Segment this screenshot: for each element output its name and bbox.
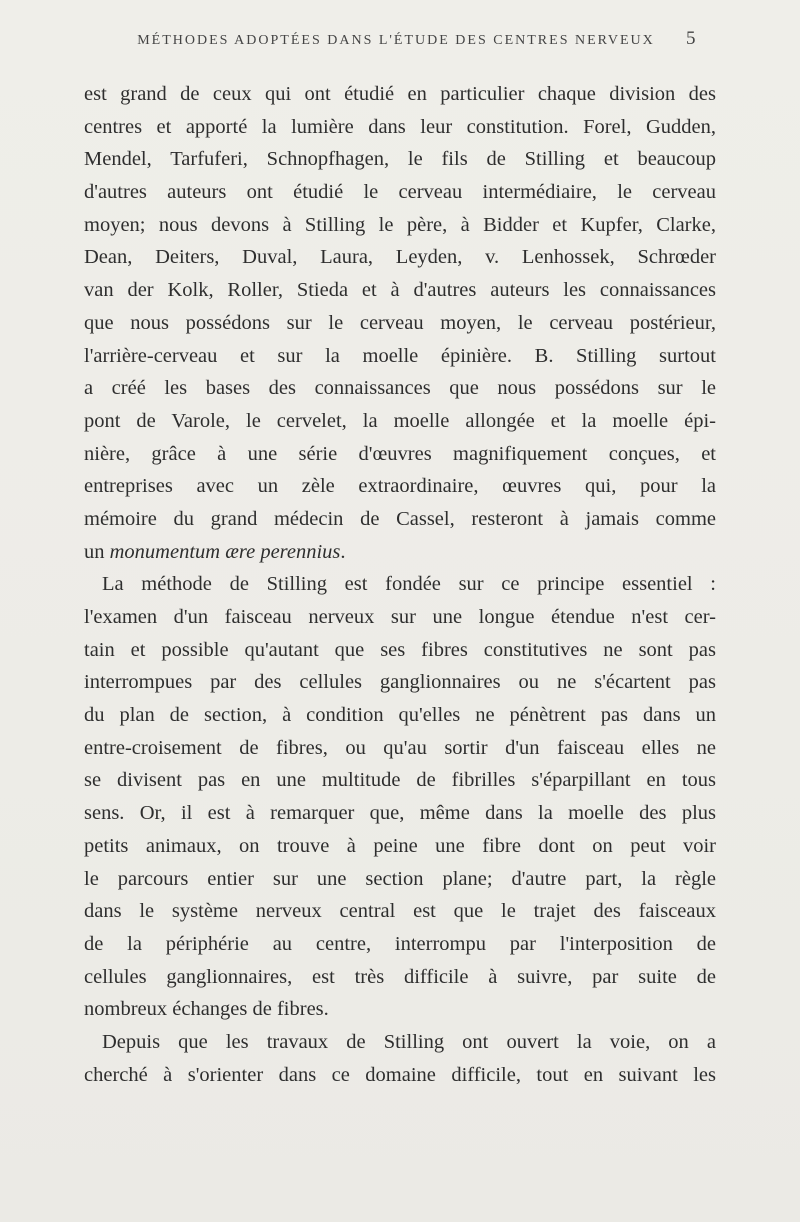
text-line: que nous possédons sur le cerveau moyen, le cerveau postérieur, <box>84 311 716 334</box>
text-line: tain et possible qu'autant que ses fibres constitutives ne sont pas <box>84 638 716 661</box>
text-line: petits animaux, on trouve à peine une fibre dont on peut voir <box>84 834 716 857</box>
text-line: Depuis que les travaux de Stilling ont ouvert la voie, on a <box>102 1030 716 1053</box>
text-line: mémoire du grand médecin de Cassel, resteront à jamais comme <box>84 507 716 530</box>
text-line: nière, grâce à une série d'œuvres magnifiquement conçues, et <box>84 442 716 465</box>
text-line: van der Kolk, Roller, Stieda et à d'autres auteurs les connaissances <box>84 279 716 302</box>
text-line: entre-croisement de fibres, ou qu'au sortir d'un faisceau elles ne <box>84 736 716 759</box>
text-line: dans le système nerveux central est que le trajet des faisceaux <box>84 900 716 923</box>
text-line: pont de Varole, le cervelet, la moelle allongée et la moelle épi- <box>84 409 716 432</box>
text-line: entreprises avec un zèle extraordinaire, œuvres qui, pour la <box>84 475 716 498</box>
text-segment: . <box>340 540 346 563</box>
body-text <box>84 78 716 1091</box>
text-line: cellules ganglionnaires, est très difficile à suivre, par suite de <box>84 965 716 988</box>
text-line: La méthode de Stilling est fondée sur ce principe essentiel : <box>102 573 716 596</box>
text-line: est grand de ceux qui ont étudié en particulier chaque division des <box>84 83 716 105</box>
text-line: nombreux échanges de fibres. <box>84 998 329 1021</box>
text-line: se divisent pas en une multitude de fibrilles s'éparpillant en tous <box>84 769 716 792</box>
text-line <box>84 536 716 569</box>
text-line: moyen; nous devons à Stilling le père, à Bidder et Kupfer, Clarke, <box>84 213 716 236</box>
page-number: 5 <box>686 28 696 49</box>
text-segment: un <box>84 540 110 563</box>
text-line: d'autres auteurs ont étudié le cerveau intermédiaire, le cerveau <box>84 181 716 204</box>
text-line: a créé les bases des connaissances que nous possédons sur le <box>84 377 716 400</box>
italic-latin-phrase: monumentum ære perennius <box>109 540 341 563</box>
text-line: du plan de section, à condition qu'elles ne pénètrent pas dans un <box>84 704 716 727</box>
text-line: le parcours entier sur une section plane; d'autre part, la règle <box>84 867 716 890</box>
text-line: interrompues par des cellules ganglionnaires ou ne s'écartent pas <box>84 671 716 694</box>
text-line: Dean, Deiters, Duval, Laura, Leyden, v. Lenhossek, Schrœder <box>84 246 716 269</box>
text-line: sens. Or, il est à remarquer que, même dans la moelle des plus <box>84 802 716 825</box>
text-line: l'examen d'un faisceau nerveux sur une longue étendue n'est cer- <box>84 606 716 628</box>
text-line: cherché à s'orienter dans ce domaine difficile, tout en suivant les <box>84 1063 716 1086</box>
text-line: Mendel, Tarfuferi, Schnopfhagen, le fils de Stilling et beaucoup <box>84 148 716 171</box>
text-line: de la périphérie au centre, interrompu par l'interposition de <box>84 932 716 955</box>
running-title: MÉTHODES ADOPTÉES DANS L'ÉTUDE DES CENTRES NERVEUX <box>137 33 655 48</box>
text-line: l'arrière-cerveau et sur la moelle épinière. B. Stilling surtout <box>84 344 716 367</box>
text-line: centres et apporté la lumière dans leur constitution. Forel, Gudden, <box>84 115 716 138</box>
